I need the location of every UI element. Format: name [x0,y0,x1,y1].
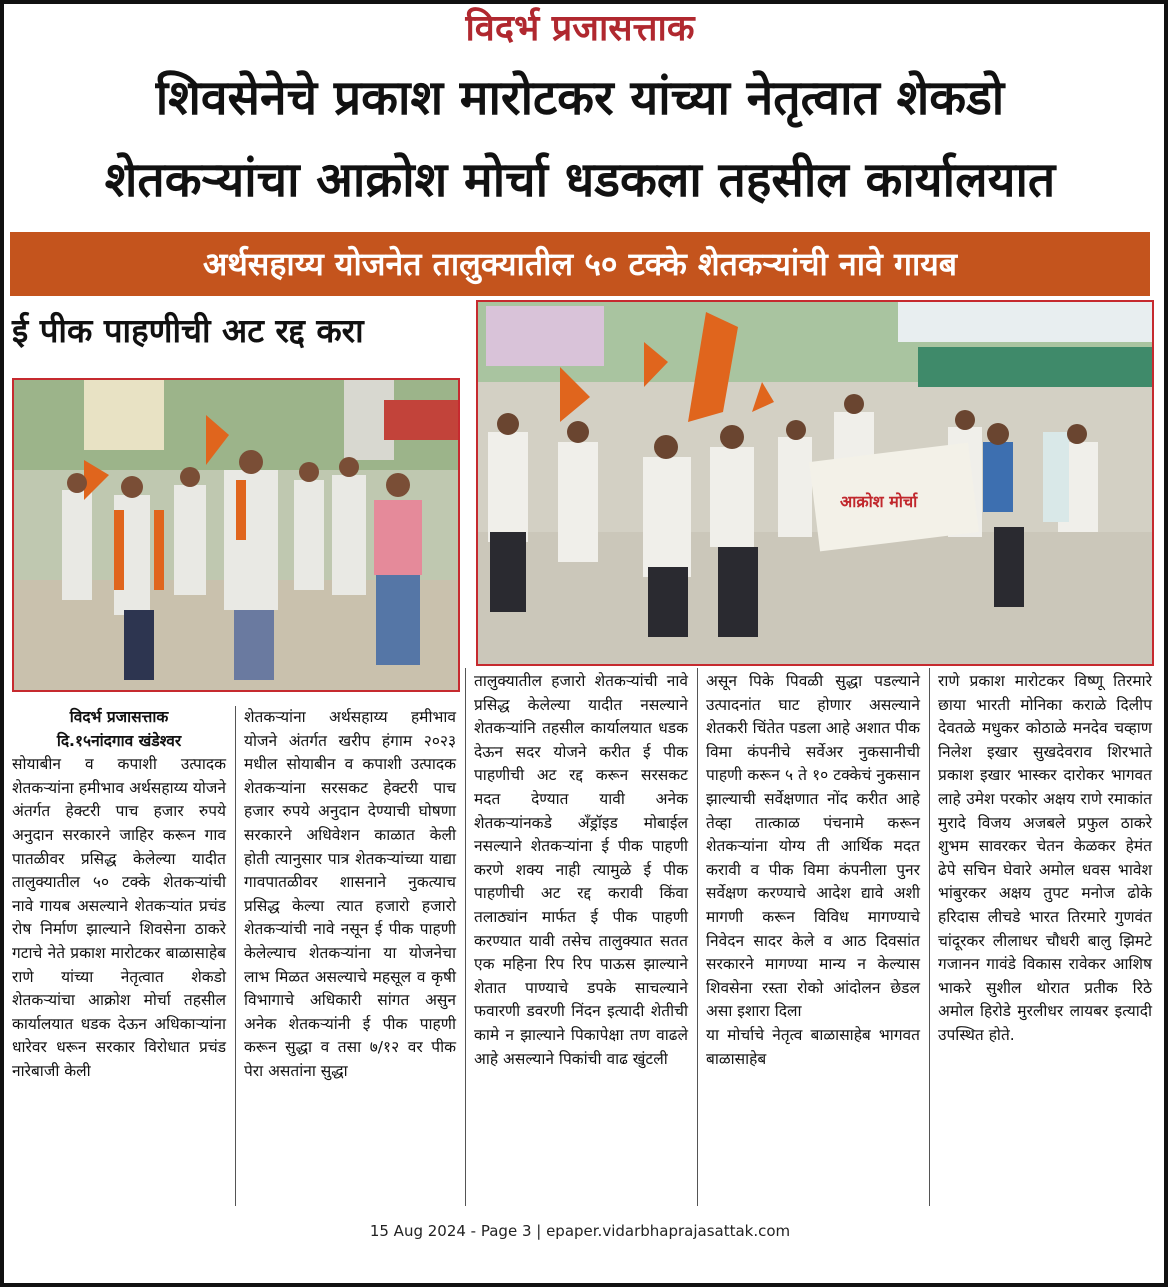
headline-line-2: शेतकऱ्यांचा आक्रोश मोर्चा धडकला तहसील कार्यालयात [104,152,1056,208]
subheadline-banner: अर्थसहाय्य योजनेत तालुक्यातील ५० टक्के शेतकऱ्यांची नावे गायब [10,232,1150,296]
protest-banner-text: आक्रोश मोर्चा [840,492,918,511]
page-footer: 15 Aug 2024 - Page 3 | epaper.vidarbhaprajasattak.com [369,1222,791,1240]
rally-photo-left-image [14,380,458,690]
column-rule [235,706,236,1206]
article-column-1 [12,706,226,1084]
column-rule [697,668,698,1206]
article-byline: विदर्भ प्रजासत्ताक [69,708,169,726]
article-column-4-text: असून पिके पिवळी सुद्धा पडल्याने उत्पादनांत घाट होणार असल्याने शेतकरी चिंतेत पडला आहे अशात पीक विमा कंपनीचे सर्वेअर नुकसानीची पाहणी करून ५ ते १० टक्केचं नुकसान झाल्याची सर्वेक्षणात नोंद करीत आहे तेव्हा तात्काळ पंचनामे करून शेतकऱ्यांना योग्य ती आर्थिक मदत करावी व पीक विमा कंपनीला पुनर सर्वेक्षण करण्याचे आदेश द्यावे अशी मागणी करून विविध मागण्याचे निवेदन सादर केले व आठ दिवसांत सरकारने मागण्या मान्य न केल्यास शिवसेना रस्ता रोको आंदोलन छेडल असा इशारा दिला [706,672,920,1021]
subheadline: ई पीक पाहणीची अट रद्द करा [12,311,364,350]
article-dateline: दि.१५नांदगाव खंडेश्वर [56,731,182,750]
rally-photo-left [12,378,460,692]
article-column-1-text: सोयाबीन व कपाशी उत्पादक शेतकऱ्यांना हमीभाव अर्थसहाय्य योजने अंतर्गत हेक्टरी पाच हजार रुपये अनुदान सरकारने जाहिर करून गाव पातळीवर प्रसिद्ध केलेल्या यादीत तालुक्यातील ५० टक्के शेतकऱ्यांची नावे गायब असल्याने शेतकऱ्यांत प्रचंड रोष निर्माण झाल्याने शिवसेना ठाकरे गटाचे नेते प्रकाश मारोटकर बाळासाहेब राणे यांच्या नेतृत्वात शेकडो शेतकऱ्यांचा आक्रोश मोर्चा तहसील कार्यालयात धडक देऊन अधिकाऱ्यांना धारेवर धरून सरकार विरोधात प्रचंड नारेबाजी केली [12,755,226,1080]
article-column-4 [706,670,920,1071]
masthead: विदर्भ प्रजासत्ताक [465,8,695,49]
headline-line-1: शिवसेनेचे प्रकाश मारोटकर यांच्या नेतृत्वात शेकडो [155,70,1005,126]
rally-photo-right [476,300,1154,666]
article-column-3: तालुक्यातील हजारो शेतकऱ्यांची नावे प्रसिद्ध केलेल्या यादीत नसल्याने शेतकऱ्यांनि तहसील कार्यालयात धडक देऊन सदर योजने करीत ई पीक पाहणीची अट रद्द करून सरसकट मदत देण्यात यावी अनेक शेतकऱ्यांनकडे अँड्रॉइड मोबाईल नसल्याने शेतकऱ्यांना ई पीक पाहणी करणे शक्य नाही त्यामुळे ई पीक पाहणीची अट रद्द करावी किंवा तलाठ्यांन मार्फत ई पीक पाहणी करण्यात यावी तसेच तालुक्यात सतत एक महिना रिप रिप पाऊस झाल्याने शेतात पाण्याचे डपके साचल्याने फवारणी डवरणी निंदन इत्यादी शेतीची कामे न झाल्याने पिकापेक्षा तण वाढले आहे असल्याने पिकांची वाढ खुंटली [474,672,688,1068]
article-column-5: राणे प्रकाश मारोटकर विष्णू तिरमारे छाया भारती मोनिका कराळे दिलीप देवतळे मधुकर कोठाळे मनदेव चव्हाण निलेश इखार सुखदेवराव शिरभाते प्रकाश इखार भास्कर दारोकर भागवत लाहे उमेश परकोर अक्षय राणे रमाकांत मुरादे विजय अजबले प्रफुल ठाकरे शुभम सावरकर चेतन केळकर हेमंत ढेपे सचिन घेवारे अमोल धवस भावेश भांबुरकर अक्षय तुपट मनोज ढोके हरिदास लीचडे भारत तिरमारे गुणवंत चांदूरकर लीलाधर चौधरी बालु झिमटे गजानन गावंडे विकास रावेकर आशिष भाकरे सुशील थोरात प्रतीक रिठे अमोल हिरोडे मुरलीधर लायबर इत्यादी उपस्थित होते. [938,672,1152,1044]
rally-photo-right-image [478,302,1152,664]
column-rule [929,668,930,1206]
article-column-4-leaders: या मोर्चाचे नेतृत्व बाळासाहेब भागवत बाळासाहेब [706,1025,920,1068]
column-rule [465,668,466,1206]
article-column-2: शेतकऱ्यांना अर्थसहाय्य हमीभाव योजने अंतर्गत खरीप हंगाम २०२३ मधील सोयाबीन व कपाशी उत्पादक शेतकऱ्यांना सरसकट हेक्टरी पाच हजार रुपये अनुदान देण्याची घोषणा सरकारने अधिवेशन काळात केली होती त्यानुसार पात्र शेतकऱ्यांच्या याद्या गावपातळीवर शासनाने नुकत्याच प्रसिद्ध केल्या त्यात हजारो हजारो शेतकऱ्यांची नावे नसून ई पीक पाहणी केलेल्याच शेतकऱ्यांना या योजनेचा लाभ मिळत असल्याचे महसूल व कृषी विभागाचे अधिकारी सांगत असुन अनेक शेतकऱ्यांनी ई पीक पाहणी करून सुद्धा व तसा ७/१२ वर पीक पेरा असतांना सुद्धा [244,708,456,1080]
